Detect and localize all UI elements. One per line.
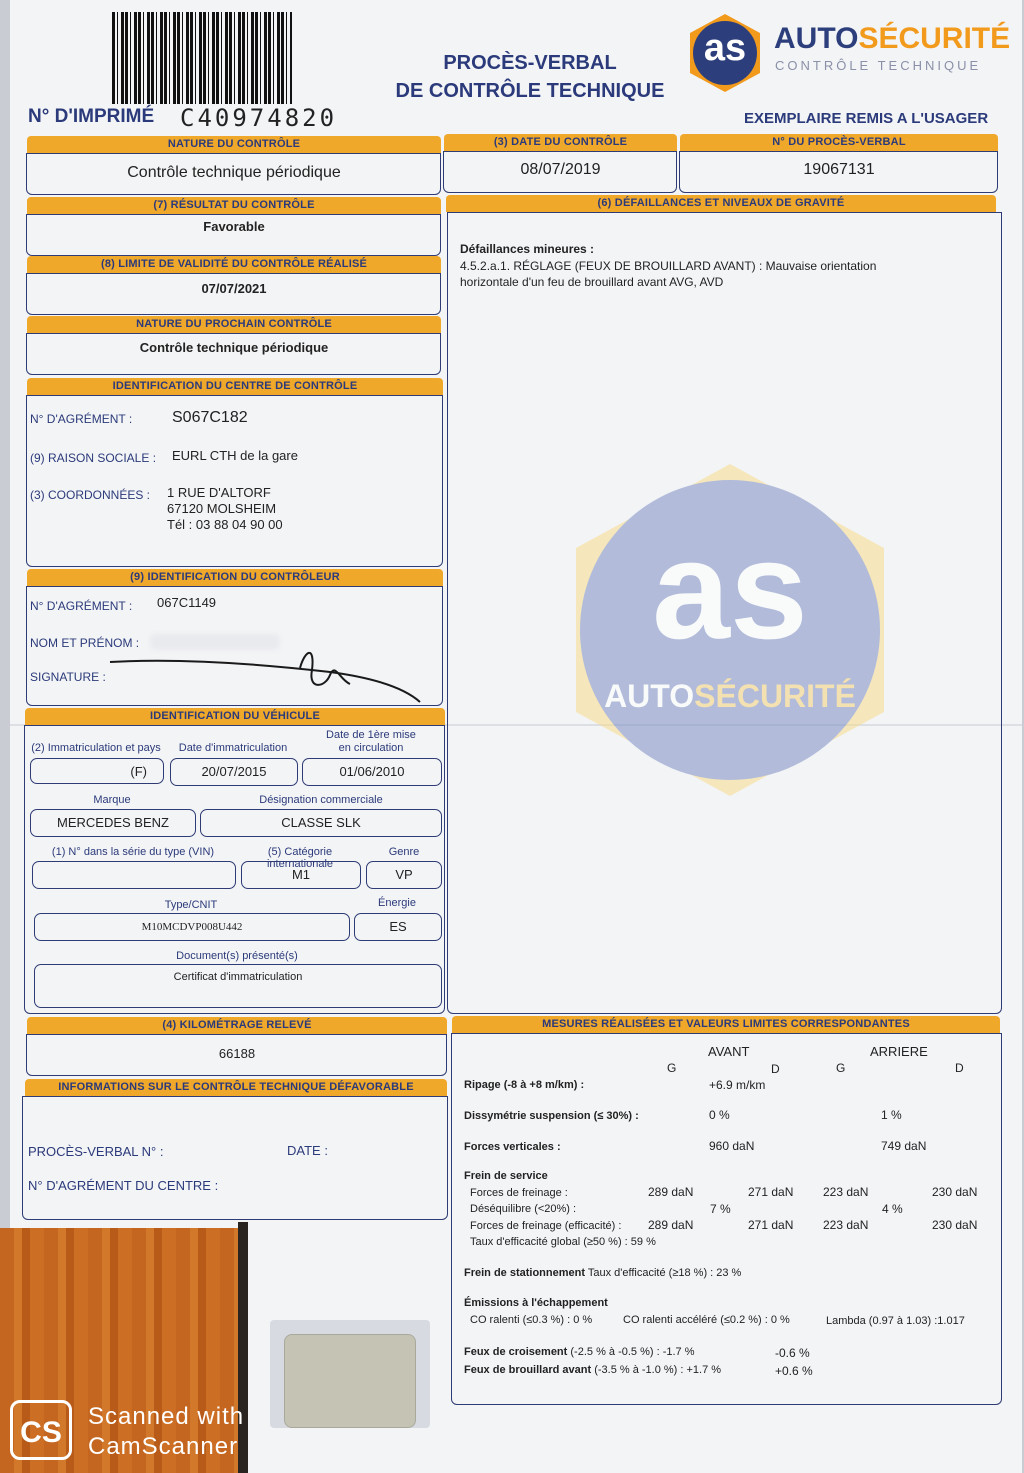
unfavorable-header: INFORMATIONS SUR LE CONTRÔLE TECHNIQUE DÉFAVORABLE — [25, 1079, 447, 1096]
controller-signature-label: SIGNATURE : — [30, 670, 106, 684]
type-field: M10MCDVP008U442 — [34, 913, 350, 941]
nature-value: Contrôle technique périodique — [127, 164, 341, 181]
forces-v-ar: 749 daN — [881, 1139, 927, 1153]
marque-label: Marque — [93, 794, 131, 806]
ff-ar-d: 230 daN — [932, 1185, 978, 1199]
center-agrement-label: N° D'AGRÉMENT : — [30, 412, 133, 426]
emissions-label: Émissions à l'échappement — [464, 1297, 608, 1309]
watermark-monogram: as — [652, 511, 808, 668]
taux-global: Taux d'efficacité global (≥50 %) : 59 % — [470, 1236, 656, 1248]
croisement-value: (-2.5 % à -0.5 %) : -1.7 % — [570, 1346, 695, 1358]
ripage-value: +6.9 m/km — [709, 1078, 766, 1092]
categorie-label: (5) Catégorie internationale — [266, 846, 334, 870]
forces-v-label: Forces verticales : — [464, 1141, 561, 1153]
brouillard-row — [464, 1364, 721, 1376]
type-label: Type/CNIT — [164, 899, 218, 911]
deseq-av: 7 % — [710, 1202, 731, 1216]
stationnement-row — [464, 1267, 741, 1279]
logo-monogram: as — [703, 27, 747, 69]
designation-label: Désignation commerciale — [259, 794, 383, 806]
brouillard-label: Feux de brouillard avant — [464, 1364, 592, 1376]
table-edge — [238, 1222, 248, 1473]
watermark-brand — [560, 678, 900, 715]
date-immat-label: Date d'immatriculation — [178, 742, 288, 754]
ffe-ar-d: 230 daN — [932, 1218, 978, 1232]
deseq-label: Déséquilibre (<20%) : — [470, 1203, 577, 1215]
stationnement-value: Taux d'efficacité (≥18 %) : 23 % — [587, 1267, 742, 1279]
energie-field: ES — [354, 913, 442, 941]
docs-label: Document(s) présenté(s) — [176, 950, 298, 962]
croisement-d: -0.6 % — [775, 1346, 810, 1360]
marque-field: MERCEDES BENZ — [30, 809, 196, 837]
center-raison-value: EURL CTH de la gare — [172, 448, 298, 463]
pv-value: 19067131 — [803, 161, 875, 178]
brand-auto: AUTO — [774, 22, 859, 55]
watermark-logo — [560, 460, 900, 800]
center-coord-label: (3) COORDONNÉES : — [30, 488, 151, 502]
croisement-label: Feux de croisement — [464, 1346, 568, 1358]
result-value: Favorable — [203, 219, 265, 234]
first-circ-field: 01/06/2010 — [302, 758, 442, 786]
print-number-label: N° D'IMPRIMÉ — [28, 106, 155, 127]
dissym-label: Dissymétrie suspension (≤ 30%) : — [464, 1110, 639, 1122]
brouillard-d: +0.6 % — [775, 1364, 813, 1378]
col-arriere: ARRIERE — [870, 1044, 928, 1059]
mileage-header: (4) KILOMÉTRAGE RELEVÉ — [27, 1017, 447, 1034]
ripage-label: Ripage (-8 à +8 m/km) : — [464, 1079, 585, 1091]
energie-label: Énergie — [378, 897, 416, 909]
defects-line1: 4.5.2.a.1. RÉGLAGE (FEUX DE BROUILLARD AVANT) : Mauvaise orientation — [460, 259, 877, 273]
measures-header: MESURES RÉALISÉES ET VALEURS LIMITES CORRESPONDANTES — [452, 1016, 1000, 1033]
controller-agrement-value: 067C1149 — [157, 595, 217, 610]
first-circ-label-b: en circulation — [338, 742, 404, 754]
first-circ-label-a: Date de 1ère mise — [326, 729, 416, 741]
defects-title: Défaillances mineures : — [460, 242, 595, 256]
vin-label: (1) N° dans la série du type (VIN) — [51, 846, 215, 858]
col-av-d: D — [771, 1062, 780, 1076]
brand-subtitle: CONTRÔLE TECHNIQUE — [775, 58, 982, 73]
ff-ar-g: 223 daN — [823, 1185, 869, 1199]
ffe-av-d: 271 daN — [748, 1218, 794, 1232]
validity-header: (8) LIMITE DE VALIDITÉ DU CONTRÔLE RÉALISÉ — [27, 256, 441, 273]
unfavorable-date-label: DATE : — [287, 1143, 328, 1158]
controller-name-label: NOM ET PRÉNOM : — [30, 636, 140, 650]
sticker — [284, 1334, 416, 1428]
croisement-row — [464, 1346, 695, 1358]
validity-value: 07/07/2021 — [201, 281, 267, 296]
forces-v-av: 960 daN — [709, 1139, 755, 1153]
ff-av-g: 289 daN — [648, 1185, 694, 1199]
immat-field: (F) — [30, 758, 164, 784]
ff-eff-label: Forces de freinage (efficacité) : — [470, 1220, 622, 1232]
categorie-field: M1 — [241, 861, 361, 889]
center-coord-line2: 67120 MOLSHEIM — [167, 501, 277, 516]
brand-securite: SÉCURITÉ — [858, 22, 1011, 55]
pv-header: N° DU PROCÈS-VERBAL — [680, 134, 998, 151]
defects-line2: horizontale d'un feu de brouillard avant AVG, AVD — [460, 275, 724, 289]
date-header: (3) DATE DU CONTRÔLE — [444, 134, 677, 151]
autosecurite-logo — [684, 12, 766, 94]
col-ar-g: G — [836, 1061, 846, 1075]
co-accelere: CO ralenti accéléré (≤0.2 %) : 0 % — [623, 1314, 790, 1326]
doc-title-line1: PROCÈS-VERBAL — [443, 52, 617, 74]
genre-label: Genre — [388, 846, 420, 858]
center-raison-label: (9) RAISON SOCIALE : — [30, 451, 157, 465]
center-coord-line1: 1 RUE D'ALTORF — [167, 485, 271, 500]
stationnement-label: Frein de stationnement — [464, 1267, 586, 1279]
forces-frein-label: Forces de freinage : — [470, 1187, 568, 1199]
result-header: (7) RÉSULTAT DU CONTRÔLE — [27, 197, 441, 214]
controller-agrement-label: N° D'AGRÉMENT : — [30, 599, 133, 613]
scanner-line1: Scanned with — [88, 1403, 245, 1430]
frein-service-label: Frein de service — [464, 1170, 548, 1182]
co-ralenti: CO ralenti (≤0.3 %) : 0 % — [470, 1314, 593, 1326]
date-value: 08/07/2019 — [520, 161, 601, 178]
center-header: IDENTIFICATION DU CENTRE DE CONTRÔLE — [27, 378, 443, 395]
lambda: Lambda (0.97 à 1.03) :1.017 — [826, 1315, 965, 1327]
center-coord-line3: Tél : 03 88 04 90 00 — [167, 517, 283, 532]
col-avant: AVANT — [708, 1044, 750, 1059]
mileage-value: 66188 — [218, 1046, 256, 1061]
brand-name — [774, 22, 1010, 56]
barcode — [112, 12, 292, 104]
vehicle-header: IDENTIFICATION DU VÉHICULE — [25, 708, 445, 725]
immat-label: (2) Immatriculation et pays — [31, 742, 161, 754]
col-ar-d: D — [955, 1061, 964, 1075]
brouillard-value: (-3.5 % à -1.0 %) : +1.7 % — [594, 1364, 722, 1376]
deseq-ar: 4 % — [882, 1202, 903, 1216]
vin-field — [32, 861, 236, 889]
designation-field: CLASSE SLK — [200, 809, 442, 837]
next-header: NATURE DU PROCHAIN CONTRÔLE — [27, 316, 441, 333]
defects-header: (6) DÉFAILLANCES ET NIVEAUX DE GRAVITÉ — [446, 195, 996, 212]
watermark-securite: SÉCURITÉ — [694, 678, 856, 714]
unfavorable-agrement-label: N° D'AGRÉMENT DU CENTRE : — [28, 1178, 219, 1193]
ff-av-d: 271 daN — [748, 1185, 794, 1199]
watermark-auto: AUTO — [604, 678, 695, 714]
copy-label: EXEMPLAIRE REMIS A L'USAGER — [744, 110, 989, 127]
scanner-line2: CamScanner — [88, 1433, 239, 1460]
next-value: Contrôle technique périodique — [139, 340, 329, 355]
signature-drawing — [100, 640, 430, 710]
center-agrement-value: S067C182 — [172, 409, 248, 426]
nature-header: NATURE DU CONTRÔLE — [27, 136, 441, 153]
genre-field: VP — [366, 861, 442, 889]
dissym-ar: 1 % — [881, 1108, 902, 1122]
date-immat-field: 20/07/2015 — [170, 758, 298, 786]
ffe-av-g: 289 daN — [648, 1218, 694, 1232]
camscanner-logo-icon: CS — [10, 1400, 72, 1460]
doc-title-line2: DE CONTRÔLE TECHNIQUE — [395, 80, 665, 102]
col-av-g: G — [667, 1061, 677, 1075]
dissym-av: 0 % — [709, 1108, 730, 1122]
ffe-ar-g: 223 daN — [823, 1218, 869, 1232]
controller-header: (9) IDENTIFICATION DU CONTRÔLEUR — [27, 569, 443, 586]
print-number: C40974820 — [180, 104, 338, 132]
docs-field: Certificat d'immatriculation — [34, 964, 442, 1008]
unfavorable-pv-label: PROCÈS-VERBAL N° : — [28, 1144, 164, 1159]
